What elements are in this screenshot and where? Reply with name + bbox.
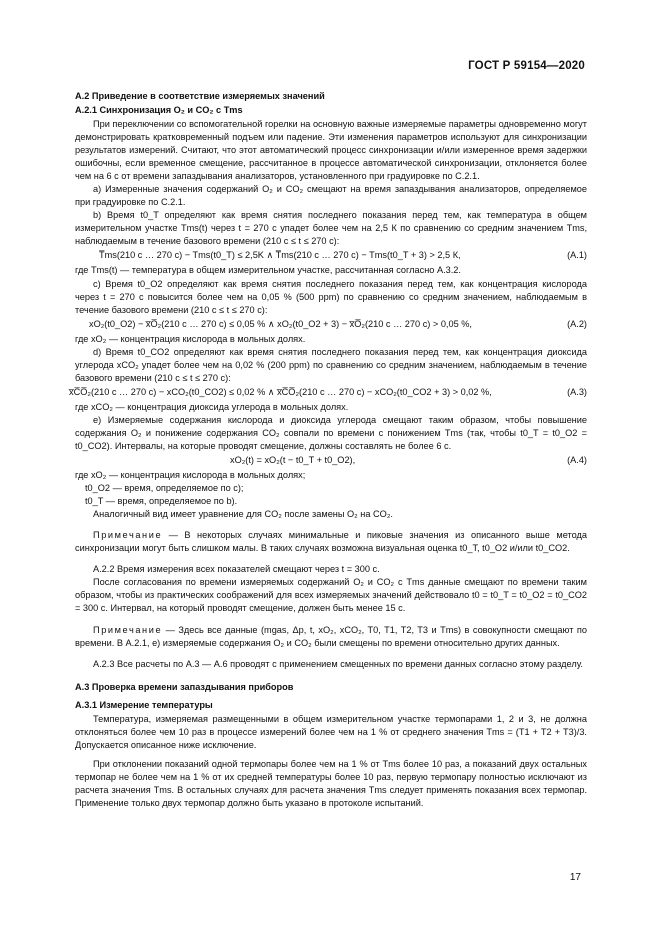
paragraph: е) Измеряемые содержания кислорода и диоксида углерода смещают таким образом, чтобы повышение содержания O₂ и понижение содержания CO₂ совпали по времени с понижением Tms (так, чтобы t0_T = t0_O2 = t0_CO2). Интервалы, на которые проводят смещение, должны составлять не более 6 с. <box>75 414 587 451</box>
paragraph: b) Время t0_T определяют как время снятия последнего показания перед тем, как температура в общем измерительном участке Tms(t) через t = 270 с упадет более чем на 2,5 К по сравнению со средним значением Tms, наблюдаемым в течение базового времени (210 с ≤ t ≤ 270 с): <box>75 210 587 247</box>
paragraph: При переключении со вспомогательной горелки на основную важные измеряемые параметры одновременно могут демонстрировать кратковременный подъем или падение. Эти изменения параметров используют для синхронизации результатов измерений. Считают, что этот автоматический процесс синхронизации и/или измеренное время задержки ошибочны, если временное смещение, рассчитанное в процессе автоматической синхронизации, отклоняется более чем на 6 с от времени запаздывания анализаторов, установленного при градуировке по С.2.1. <box>75 119 587 182</box>
paragraph: Температура, измеряемая размещенными в общем измерительном участке термопарами 1, 2 и 3, не должна отклоняться более чем 10 раз в процессе измерений более чем на 1 % от среднего значения Tms = (T1 + T2 + T3)/3. Допускается описанное ниже исключение. <box>75 713 587 750</box>
paragraph: При отклонении показаний одной термопары более чем на 1 % от Tms более 10 раз, а показаний двух остальных термопар не более чем на 1 % от их средней температуры более 10 раз, первую термопару полностью исключают из расчета значения Tms. В остальных случаях для расчета значения Tms следует применять показания всех термопар. Применение только двух термопар должно быть указано в протоколе испытаний. <box>75 758 587 808</box>
note-label: Примечание <box>93 624 163 635</box>
note-text: — Здесь все данные (mgas, Δp, t, xO₂, xCO₂, T0, T1, T2, T3 и Tms) в совокупности смещают по времени. В А.2.1, е) измеряемые содержания O₂ и CO₂ были смещены по времени относительно других данных. <box>75 624 587 648</box>
section-heading: А.3 Проверка времени запаздывания приборов <box>75 681 294 692</box>
definition-line: t0_O2 — время, определяемое по с); <box>85 483 244 494</box>
paragraph: После согласования по времени измеряемых содержаний O₂ и CO₂ с Tms данные смещают по времени таким образом, чтобы из практических соображений для всех измеряемых значений действовало t0 = t0_T = t0_O2 = t0_CO2 = 300 с. Интервал, на который проводят смещение, должен быть менее 15 с. <box>75 577 587 614</box>
definition-line: t0_T — время, определяемое по b). <box>85 496 238 507</box>
equation <box>69 385 587 401</box>
equation <box>75 248 587 264</box>
equation-formula: xO₂(t) = xO₂(t − t0_T + t0_O2), <box>230 455 356 466</box>
definition-line: где Tms(t) — температура в общем измерительном участке, рассчитанная согласно А.3.2. <box>75 265 461 276</box>
subsection-heading: А.3.1 Измерение температуры <box>75 699 213 710</box>
equation-number: (А.2) <box>567 318 587 329</box>
note <box>75 529 587 555</box>
note <box>75 624 587 650</box>
paragraph: А.2.2 Время измерения всех показателей смещают через t = 300 с. <box>93 564 380 575</box>
standard-number: ГОСТ Р 59154—2020 <box>468 60 585 72</box>
paragraph: d) Время t0_CO2 определяют как время снятия последнего показания перед тем, как концентрация диоксида углерода xCO₂ упадет более чем на 0,02 % (200 ppm) по сравнению со средним значением, наблюдаемым в течение базового времени (210 с ≤ t ≤ 270 с): <box>75 346 587 383</box>
paragraph: Аналогичный вид имеет уравнение для CO₂ после замены O₂ на CO₂. <box>93 509 393 520</box>
definition-line: где xO₂ — концентрация кислорода в мольных долях; <box>75 470 306 481</box>
equation-number: (А.3) <box>567 386 587 397</box>
definition-line: где xO₂ — концентрация кислорода в мольных долях. <box>75 333 306 344</box>
document-body <box>69 88 587 810</box>
equation-number: (А.4) <box>567 455 587 466</box>
equation <box>75 317 587 333</box>
note-text: — В некоторых случаях минимальные и пиковые значения из описанного выше метода синхронизации могут быть слишком малы. В таких случаях возможна визуальная оценка t0_T, t0_O2 и/или t0_CO2. <box>75 530 587 554</box>
section-heading: А.2 Приведение в соответствие измеряемых значений <box>75 91 325 101</box>
note-label: Примечание <box>93 530 163 541</box>
definition-line: где xCO₂ — концентрация диоксида углерода в мольных долях. <box>75 401 349 412</box>
paragraph: а) Измеренные значения содержаний O₂ и CO₂ смещают на время запаздывания анализаторов, определяемое при градуировке по С.2.1. <box>75 184 587 208</box>
paragraph: с) Время t0_O2 определяют как время снятия последнего показания перед тем, как концентрация кислорода через t = 270 с повысится более чем на 0,05 % (500 ppm) по сравнению со средним значением, наблюдаемым в течение базового времени (210 с ≤ t ≤ 270 с): <box>75 278 587 315</box>
paragraph: А.2.3 Все расчеты по А.3 — А.6 проводят с применением смещенных по времени данных согласно этому разделу. <box>93 658 583 669</box>
equation-number: (А.1) <box>567 250 587 261</box>
equation-formula: xO₂(t0_O2) − x̅O̅₂(210 с … 270 с) ≤ 0,05 % ∧ xO₂(t0_O2 + 3) − x̅O̅₂(210 с … 270 с) > 0,05 %, <box>89 318 472 329</box>
page-number: 17 <box>569 872 581 883</box>
equation <box>75 453 587 469</box>
equation-formula: T̅ms(210 с … 270 с) − Tms(t0_T) ≤ 2,5K ∧ T̅ms(210 с … 270 с) − Tms(t0_T + 3) > 2,5 К, <box>99 250 461 261</box>
equation-formula: x̅C̅O̅₂(210 с … 270 с) − xCO₂(t0_CO2) ≤ 0,02 % ∧ x̅C̅O̅₂(210 с … 270 с) − xCO₂(t0_CO2 + 3) > 0,02 %, <box>69 386 492 397</box>
subsection-heading: А.2.1 Синхронизация O₂ и CO₂ с Tms <box>75 105 243 115</box>
